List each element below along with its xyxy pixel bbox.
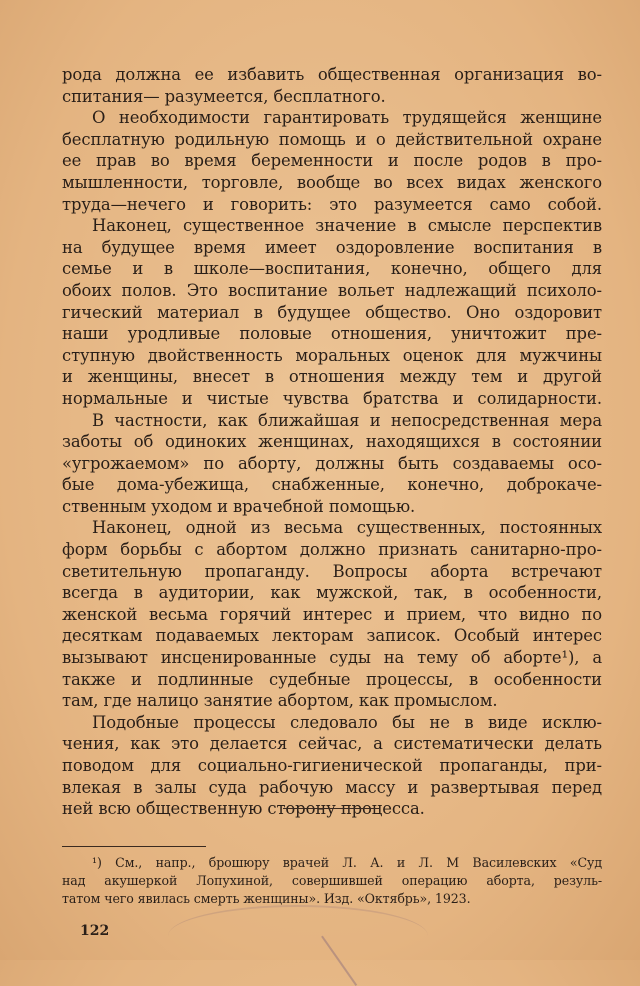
text-line: светительную пропаганду. Вопросы аборта встречают bbox=[62, 561, 602, 581]
text-line: рода должна ее избавить общественная организация во- bbox=[62, 65, 602, 84]
paragraph-2 bbox=[62, 107, 602, 215]
paragraph-1 bbox=[62, 64, 602, 107]
footnote-line: татом чего явилась смерть женщины». Изд. «Октябрь», 1923. bbox=[62, 891, 471, 906]
text-line: бесплатную родильную помощь и о действительной охране bbox=[62, 129, 602, 149]
paragraph-4 bbox=[62, 410, 602, 518]
text-line: форм борьбы с абортом должно признать санитарно-про- bbox=[62, 540, 602, 560]
text-line: десяткам подаваемых лекторам записок. Особый интерес bbox=[62, 626, 602, 646]
text-line: нормальные и чистые чувства братства и солидарности. bbox=[62, 388, 602, 408]
text-line: влекая в залы суда рабочую массу и развертывая перед bbox=[62, 777, 602, 797]
text-line: бые дома-убежища, снабженные, конечно, доброкаче- bbox=[62, 475, 602, 495]
body-text bbox=[62, 64, 602, 820]
text-line: «угрожаемом» по аборту, должны быть создаваемы осо- bbox=[62, 453, 602, 473]
text-line: Наконец, существенное значение в смысле перспектив bbox=[92, 216, 602, 236]
footnote bbox=[62, 854, 602, 908]
text-line: спитания— разумеется, бесплатного. bbox=[62, 86, 386, 106]
text-line: там, где налицо занятие абортом, как промыслом. bbox=[62, 691, 498, 711]
text-line: женской весьма горячий интерес и прием, что видно по bbox=[62, 604, 602, 624]
text-line: обоих полов. Это воспитание вольет надлежащий психоло- bbox=[62, 280, 602, 300]
text-line: мышленности, торговле, вообще во всех видах женского bbox=[62, 172, 602, 192]
text-line: ственным уходом и врачебной помощью. bbox=[62, 496, 416, 516]
text-line: поводом для социально-гигиенической пропаганды, при- bbox=[62, 756, 602, 775]
text-line: и женщины, внесет в отношения между тем и другой bbox=[62, 367, 602, 387]
text-line: ступную двойственность моральных оценок для мужчины bbox=[62, 345, 602, 365]
paragraph-3 bbox=[62, 215, 602, 409]
text-line: вызывают инсценированные суды на тему об аборте¹), а bbox=[62, 648, 602, 668]
section-divider bbox=[283, 808, 379, 809]
text-line: гический материал в будущее общество. Оно оздоровит bbox=[62, 302, 602, 322]
text-line: ее прав во время беременности и после родов в про- bbox=[62, 151, 602, 171]
text-line: чения, как это делается сейчас, а систематически делать bbox=[62, 734, 602, 754]
text-line: Подобные процессы следовало бы не в виде исклю- bbox=[92, 712, 602, 732]
text-line: ней всю общественную сторону процесса. bbox=[62, 799, 425, 819]
text-line: труда—нечего и говорить: это разумеется само собой. bbox=[62, 194, 602, 214]
text-line: на будущее время имеет оздоровление воспитания в bbox=[62, 237, 602, 257]
text-line: В частности, как ближайшая и непосредственная мера bbox=[92, 410, 602, 430]
text-line: также и подлинные судебные процессы, в особенности bbox=[62, 669, 602, 689]
footnote-line: ¹) См., напр., брошюру врачей Л. А. и Л. М Василевских «Суд bbox=[92, 855, 602, 870]
paragraph-6 bbox=[62, 712, 602, 820]
text-line: всегда в аудитории, как мужской, так, в особенности, bbox=[62, 583, 602, 603]
page-number: 122 bbox=[80, 923, 110, 939]
text-line: заботы об одиноких женщинах, находящихся в состоянии bbox=[62, 432, 602, 452]
text-line: семье и в школе—воспитания, конечно, общего для bbox=[62, 259, 602, 279]
footnote-rule bbox=[62, 846, 206, 847]
paragraph-5 bbox=[62, 517, 602, 711]
text-line: О необходимости гарантировать трудящейся женщине bbox=[92, 108, 602, 128]
footnote-line: над акушеркой Лопухиной, совершившей операцию аборта, резуль- bbox=[62, 873, 602, 888]
text-line: Наконец, одной из весьма существенных, постоянных bbox=[92, 518, 602, 538]
text-line: наши уродливые половые отношения, уничтожит пре- bbox=[62, 324, 602, 344]
